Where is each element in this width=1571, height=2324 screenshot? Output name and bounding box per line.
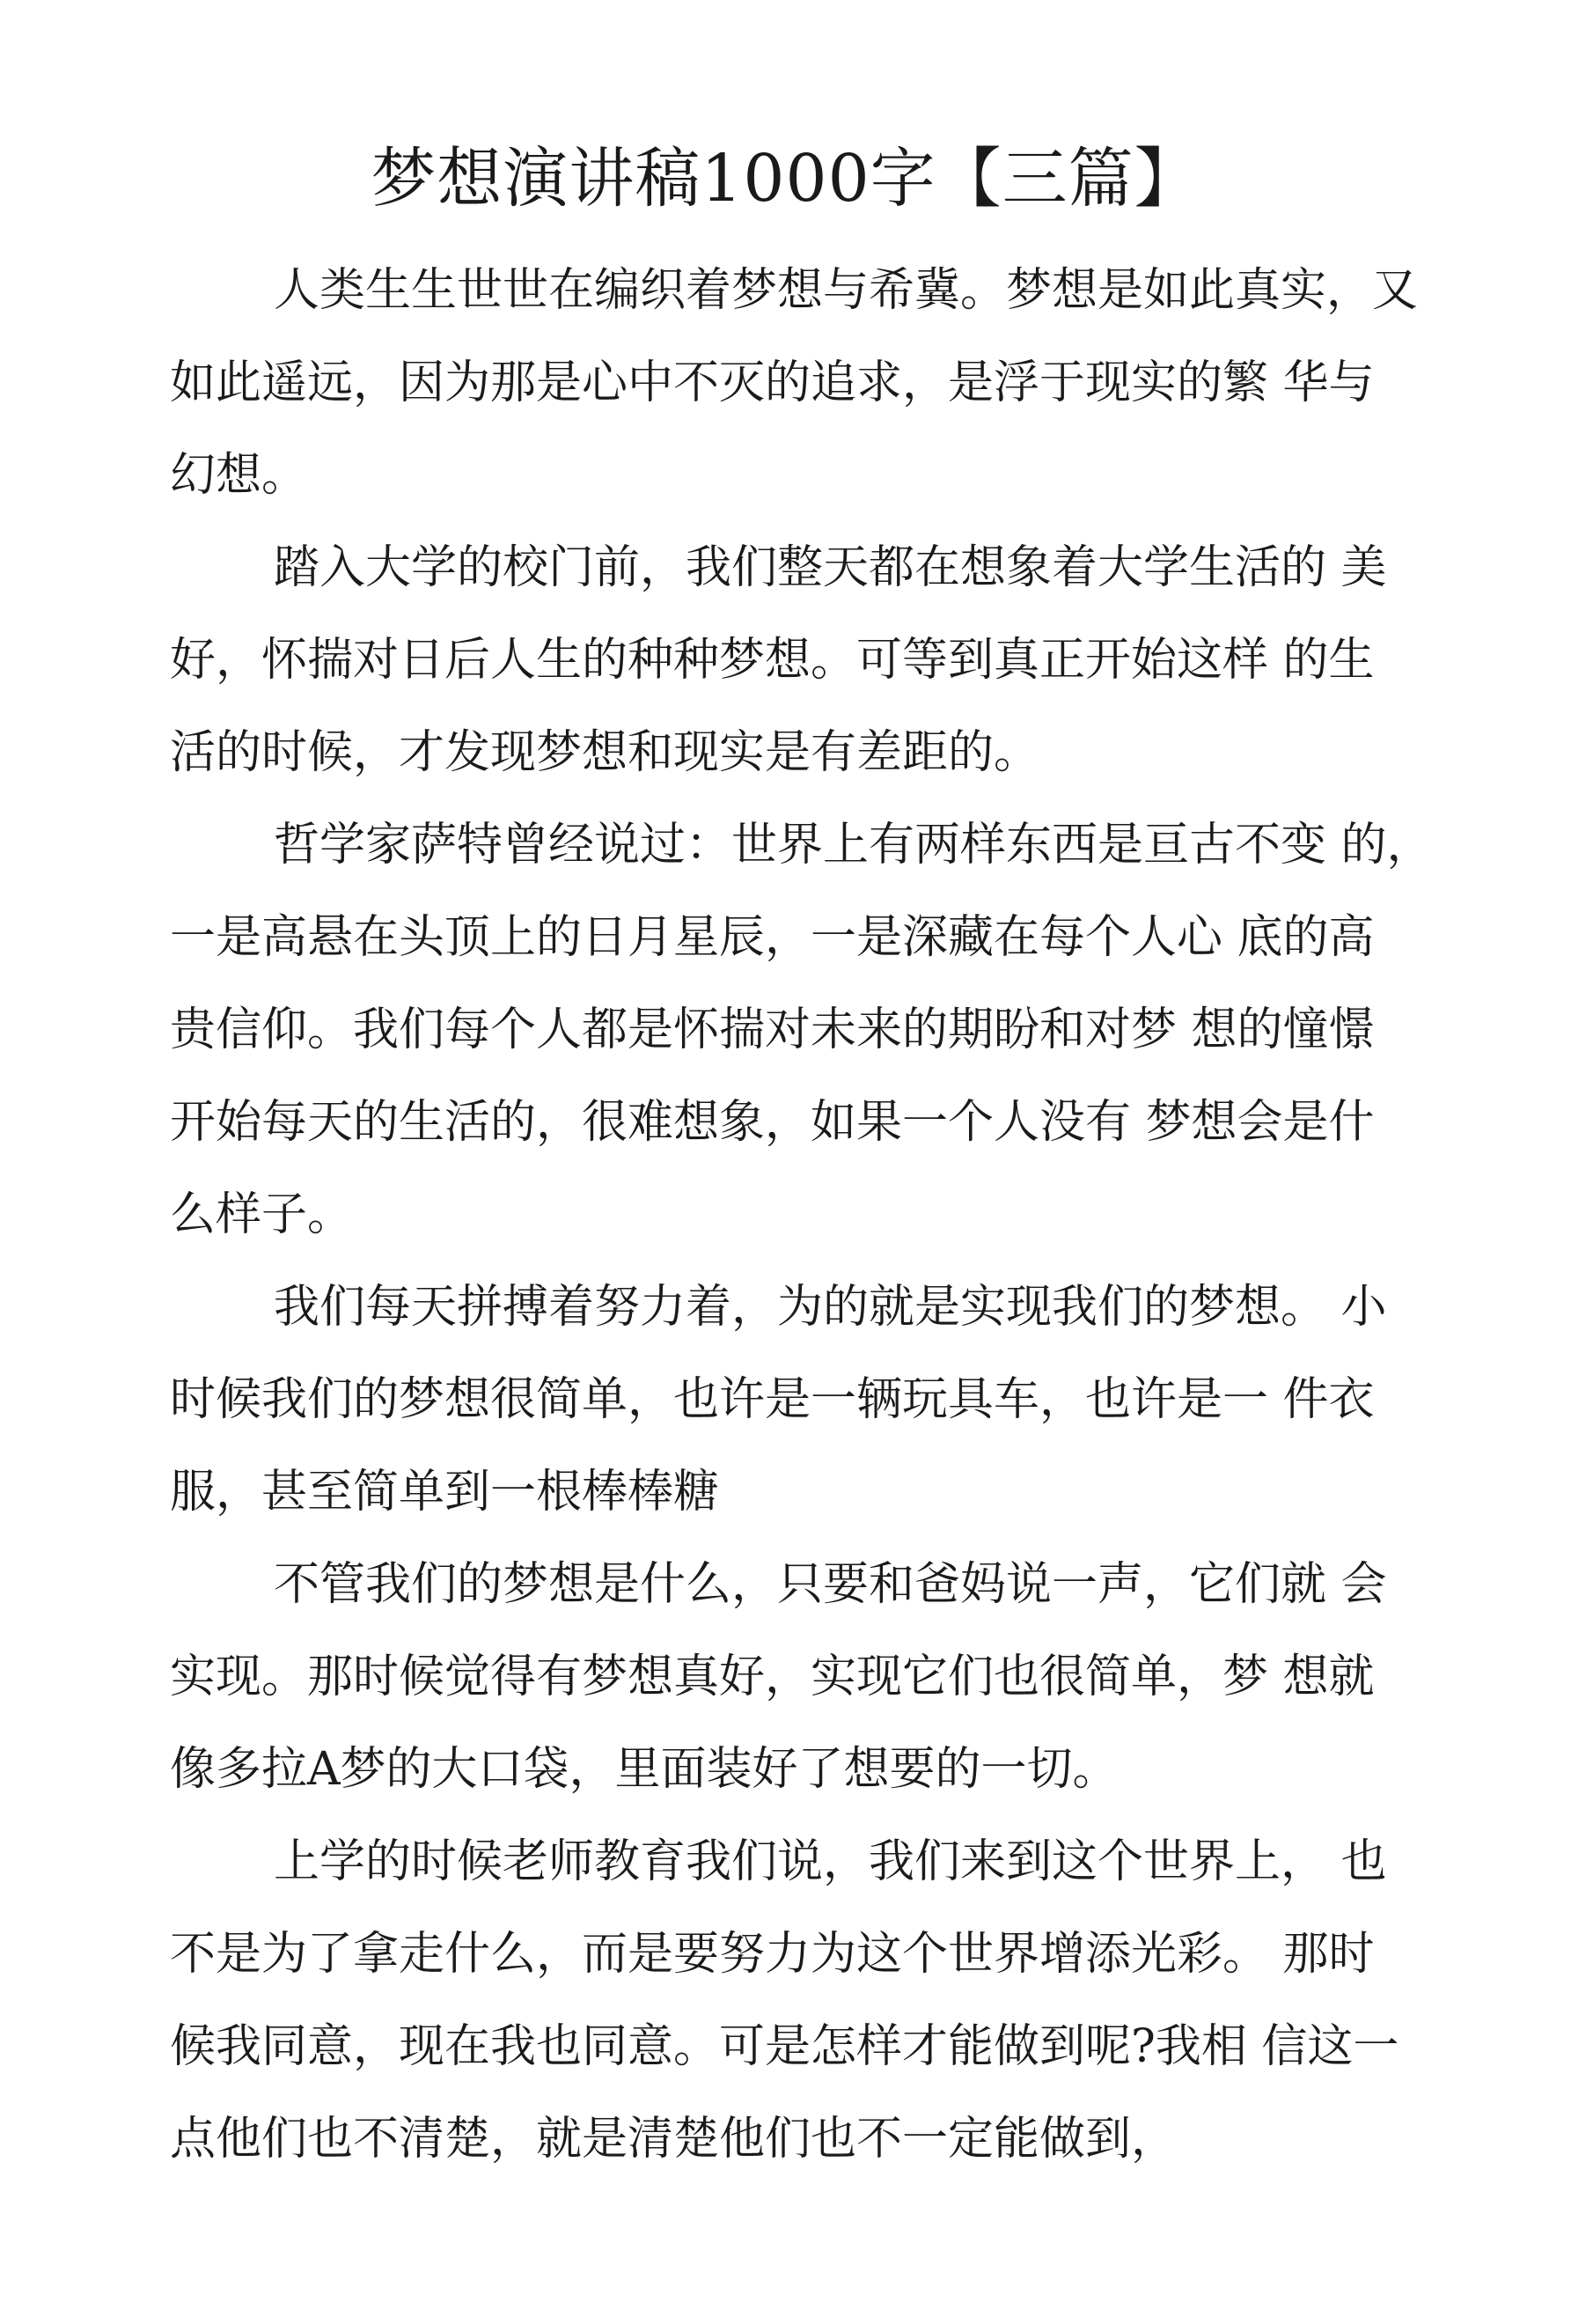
paragraph-5-line-1: 不管我们的梦想是什么，只要和爸妈说一声，它们就 会: [274, 1558, 1387, 1611]
paragraph-5-line-2: 实现。那时候觉得有梦想真好，实现它们也很简单，梦 想就: [170, 1651, 1375, 1703]
paragraph-6-line-1: 上学的时候老师教育我们说，我们来到这个世界上， 也: [274, 1835, 1387, 1888]
paragraph-2-line-1: 踏入大学的校门前，我们整天都在想象着大学生活的 美: [274, 541, 1387, 594]
paragraph-6-line-2: 不是为了拿走什么，而是要努力为这个世界增添光彩。 那时: [170, 1928, 1375, 1981]
document-title: 梦想演讲稿1000字【三篇】: [371, 141, 1200, 217]
paragraph-1-line-1: 人类生生世世在编织着梦想与希冀。梦想是如此真实，又: [274, 264, 1419, 317]
paragraph-4-line-1: 我们每天拼搏着努力着，为的就是实现我们的梦想。 小: [274, 1281, 1387, 1334]
paragraph-3-line-4: 开始每天的生活的，很难想象，如果一个人没有 梦想会是什: [170, 1096, 1375, 1149]
paragraph-3-line-2: 一是高悬在头顶上的日月星辰，一是深藏在每个人心 底的高: [170, 911, 1375, 964]
paragraph-4-line-3: 服，甚至简单到一根棒棒糖: [170, 1466, 720, 1519]
paragraph-1-line-2: 如此遥远，因为那是心中不灭的追求，是浮于现实的繁 华与: [170, 357, 1375, 409]
paragraph-3-line-5: 么样子。: [170, 1188, 354, 1241]
paragraph-3-line-1: 哲学家萨特曾经说过：世界上有两样东西是亘古不变 的，: [274, 819, 1433, 872]
paragraph-6-line-4: 点他们也不清楚，就是清楚他们也不一定能做到，: [170, 2113, 1178, 2166]
document-body: [170, 245, 1433, 2186]
paragraph-2-line-3: 活的时候，才发现梦想和现实是有差距的。: [170, 726, 1040, 779]
paragraph-1-line-3: 幻想。: [170, 449, 308, 502]
paragraph-5-line-3: 像多拉A梦的大口袋，里面装好了想要的一切。: [170, 1743, 1119, 1796]
paragraph-4-line-2: 时候我们的梦想很简单，也许是一辆玩具车，也许是一 件衣: [170, 1373, 1375, 1426]
paragraph-3-line-3: 贵信仰。我们每个人都是怀揣对未来的期盼和对梦 想的憧憬: [170, 1004, 1375, 1056]
paragraph-6-line-3: 候我同意，现在我也同意。可是怎样才能做到呢?我相 信这一: [170, 2020, 1399, 2073]
paragraph-2-line-2: 好，怀揣对日后人生的种种梦想。可等到真正开始这样 的生: [170, 634, 1375, 687]
